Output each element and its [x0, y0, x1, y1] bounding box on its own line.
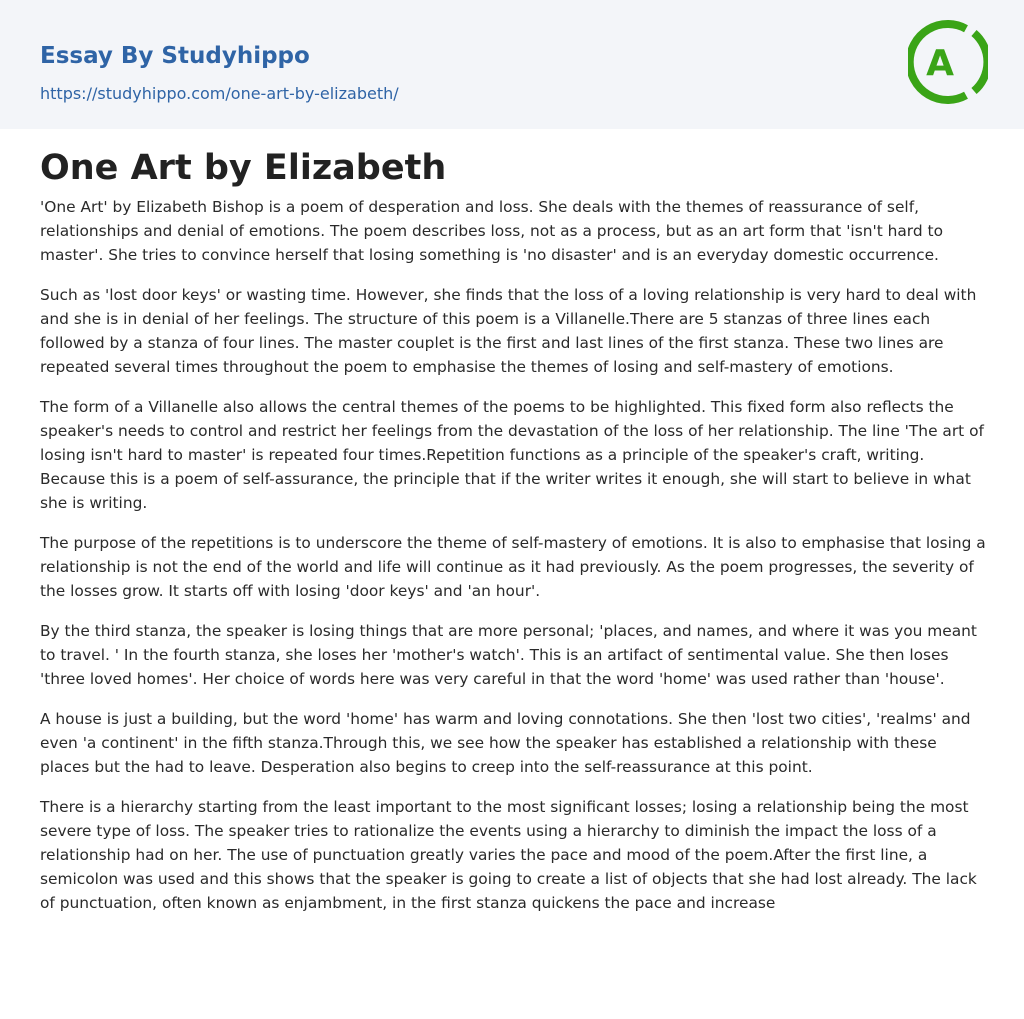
essay-paragraph: The form of a Villanelle also allows the central themes of the poems to be highlighted. This fixed form also reflects the speaker's needs to control and restrict her feelings from the devastation of the loss of her relationship. The line 'The art of losing isn't hard to master' is repeated four times.Repetition functions as a principle of the speaker's craft, writing. Because this is a poem of self-assurance, the principle that if the writer writes it enough, she will start to believe in what she is writing. — [40, 398, 984, 512]
essay-paragraph: 'One Art' by Elizabeth Bishop is a poem of desperation and loss. She deals with the themes of reassurance of self, relationships and denial of emotions. The poem describes loss, not as a process, but as an art form that 'isn't hard to master'. She tries to convince herself that losing something is 'no disaster' and is an everyday domestic occurrence. — [40, 198, 943, 264]
essay-paragraph: Such as 'lost door keys' or wasting time. However, she finds that the loss of a loving relationship is very hard to deal with and she is in denial of her feelings. The structure of this poem is a Villanelle.There are 5 stanzas of three lines each followed by a stanza of four lines. The master couplet is the first and last lines of the first stanza. These two lines are repeated several times throughout the poem to emphasise the themes of losing and self-mastery of emotions. — [40, 286, 977, 376]
essay-title: One Art by Elizabeth — [40, 148, 447, 188]
source-url-link[interactable]: https://studyhippo.com/one-art-by-elizabeth/ — [40, 84, 399, 103]
svg-text:A: A — [926, 43, 954, 84]
essay-paragraph: The purpose of the repetitions is to underscore the theme of self-mastery of emotions. It is also to emphasise that losing a relationship is not the end of the world and life will continue as it had previously. As the poem progresses, the severity of the losses grow. It starts off with losing 'door keys' and 'an hour'. — [40, 534, 986, 600]
essay-paragraph: There is a hierarchy starting from the least important to the most significant losses; losing a relationship being the most severe type of loss. The speaker tries to rationalize the events using a hierarchy to diminish the impact the loss of a relationship had on her. The use of punctuation greatly varies the pace and mood of the poem.After the first line, a semicolon was used and this shows that the speaker is going to create a list of objects that she had lost already. The lack of punctuation, often known as enjambment, in the first stanza quickens the pace and increase — [40, 798, 977, 912]
site-header — [0, 0, 1024, 129]
brand-title[interactable]: Essay By Studyhippo — [40, 43, 310, 69]
essay-paragraph: A house is just a building, but the word 'home' has warm and loving connotations. She then 'lost two cities', 'realms' and even 'a continent' in the fifth stanza.Through this, we see how the speaker has established a relationship with these places but the had to leave. Desperation also begins to creep into the self-reassurance at this point. — [40, 710, 971, 776]
essay-paragraph: By the third stanza, the speaker is losing things that are more personal; 'places, and names, and where it was you meant to travel. ' In the fourth stanza, she loses her 'mother's watch'. This is an artifact of sentimental value. She then loses 'three loved homes'. Her choice of words here was very careful in that the word 'home' was used rather than 'house'. — [40, 622, 977, 688]
studyhippo-logo-icon[interactable] — [908, 18, 988, 106]
essay-body — [40, 195, 986, 931]
